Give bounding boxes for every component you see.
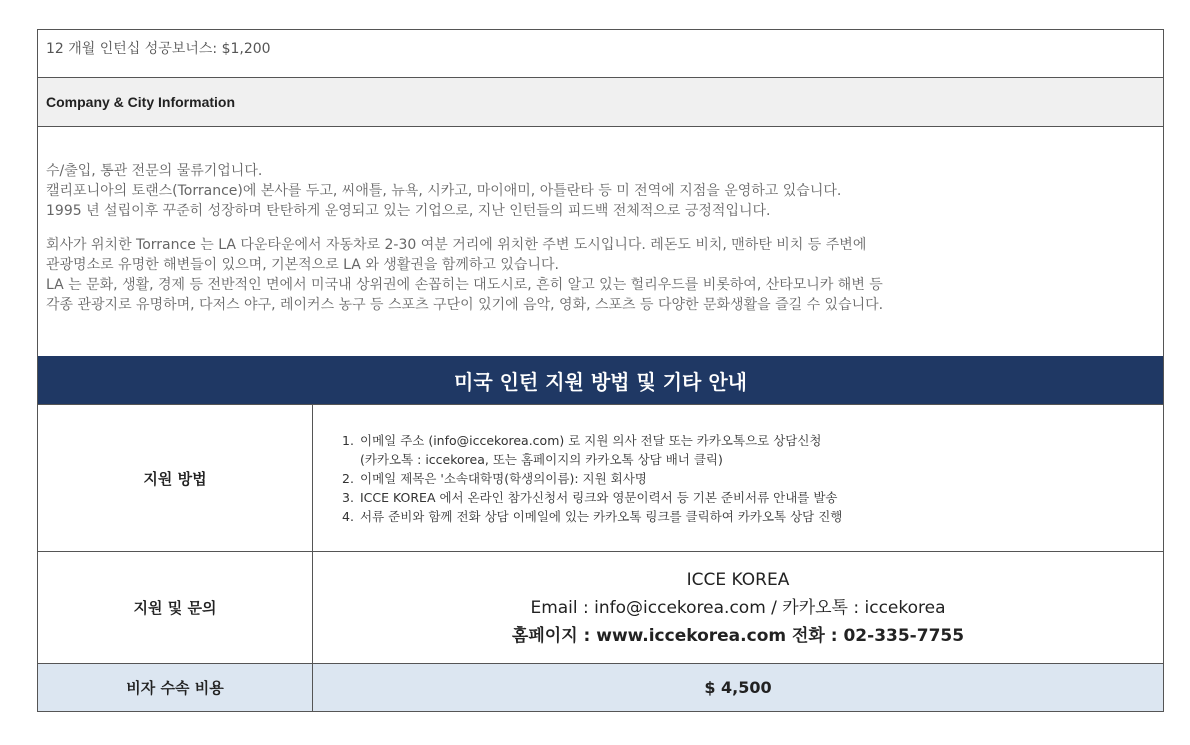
contact-row (38, 552, 1164, 664)
fee-label: 비자 수속 비용 (38, 664, 313, 712)
info-line: 관광명소로 유명한 해변들이 있으며, 기본적으로 LA 와 생활권을 함께하고 있습니다. (46, 257, 559, 273)
fee-value: $ 4,500 (313, 664, 1164, 712)
company-heading (37, 77, 1164, 126)
info-line: 회사가 위치한 Torrance 는 LA 다운타운에서 자동차로 2-30 여분 거리에 위치한 주변 도시입니다. 레돈도 비치, 맨하탄 비치 등 주변에 (46, 237, 867, 253)
company-paragraph (46, 161, 1155, 221)
fee-row (38, 664, 1164, 712)
city-paragraph (46, 235, 1155, 315)
step-text: ICCE KOREA 에서 온라인 참가신청서 링크와 영문이력서 등 기본 준비서류 안내를 발송 (360, 489, 838, 505)
contact-web-line: 홈페이지 : www.iccekorea.com 전화 : 02-335-7755 (511, 625, 965, 646)
contact-label: 지원 및 문의 (38, 552, 313, 664)
apply-row (38, 405, 1164, 552)
info-line: LA 는 문화, 생활, 경제 등 전반적인 면에서 미국내 상위권에 손꼽히는 대도시로, 흔히 알고 있는 헐리우드를 비롯하여, 산타모니카 해변 등 (46, 277, 883, 293)
bonus-row (37, 29, 1164, 77)
info-line: 수/출입, 통관 전문의 물류기업니다. (46, 163, 263, 179)
apply-steps (314, 431, 1162, 526)
step-text: 이메일 주소 (info@iccekorea.com) 로 지원 의사 전달 또는 카카오톡으로 상담신청 (360, 432, 822, 448)
step-text: 서류 준비와 함께 전화 상담 이메일에 있는 카카오톡 링크를 클릭하여 카카오톡 상담 진행 (360, 508, 843, 524)
step-number: 3. (342, 489, 354, 505)
step-number: 4. (342, 508, 354, 524)
step-subtext: (카카오톡 : iccekorea, 또는 홈페이지의 카카오톡 상담 배너 클릭) (360, 451, 723, 467)
apply-label: 지원 방법 (38, 405, 313, 552)
guide-table (37, 404, 1164, 712)
step-item (342, 488, 1162, 507)
step-item (342, 431, 1162, 469)
contact-cell (313, 552, 1164, 664)
step-number: 2. (342, 470, 354, 486)
step-item (342, 469, 1162, 488)
bonus-text: 12 개월 인턴십 성공보너스: $1,200 (46, 41, 271, 57)
banner-title: 미국 인턴 지원 방법 및 기타 안내 (454, 369, 747, 394)
contact-email-line: Email : info@iccekorea.com / 카카오톡 : iccekorea (530, 597, 946, 618)
apply-steps-cell (313, 405, 1164, 552)
contact-org: ICCE KOREA (686, 569, 790, 590)
document (37, 29, 1164, 712)
info-line: 캘리포니아의 토랜스(Torrance)에 본사를 두고, 씨애틀, 뉴욕, 시카고, 마이애미, 아틀란타 등 미 전역에 지점을 운영하고 있습니다. (46, 183, 842, 199)
guide-banner (37, 356, 1164, 404)
company-heading-text: Company & City Information (46, 94, 236, 110)
step-item (342, 507, 1162, 526)
info-line: 각종 관광지로 유명하며, 다저스 야구, 레이커스 농구 등 스포츠 구단이 있기에 음악, 영화, 스포츠 등 다양한 문화생활을 즐길 수 있습니다. (46, 297, 884, 313)
step-number: 1. (342, 432, 354, 448)
company-info (37, 126, 1164, 356)
step-text: 이메일 제목은 '소속대학명(학생의이름): 지원 회사명 (360, 470, 647, 486)
info-line: 1995 년 설립이후 꾸준히 성장하며 탄탄하게 운영되고 있는 기업으로, 지난 인턴들의 피드백 전체적으로 긍정적입니다. (46, 203, 771, 219)
